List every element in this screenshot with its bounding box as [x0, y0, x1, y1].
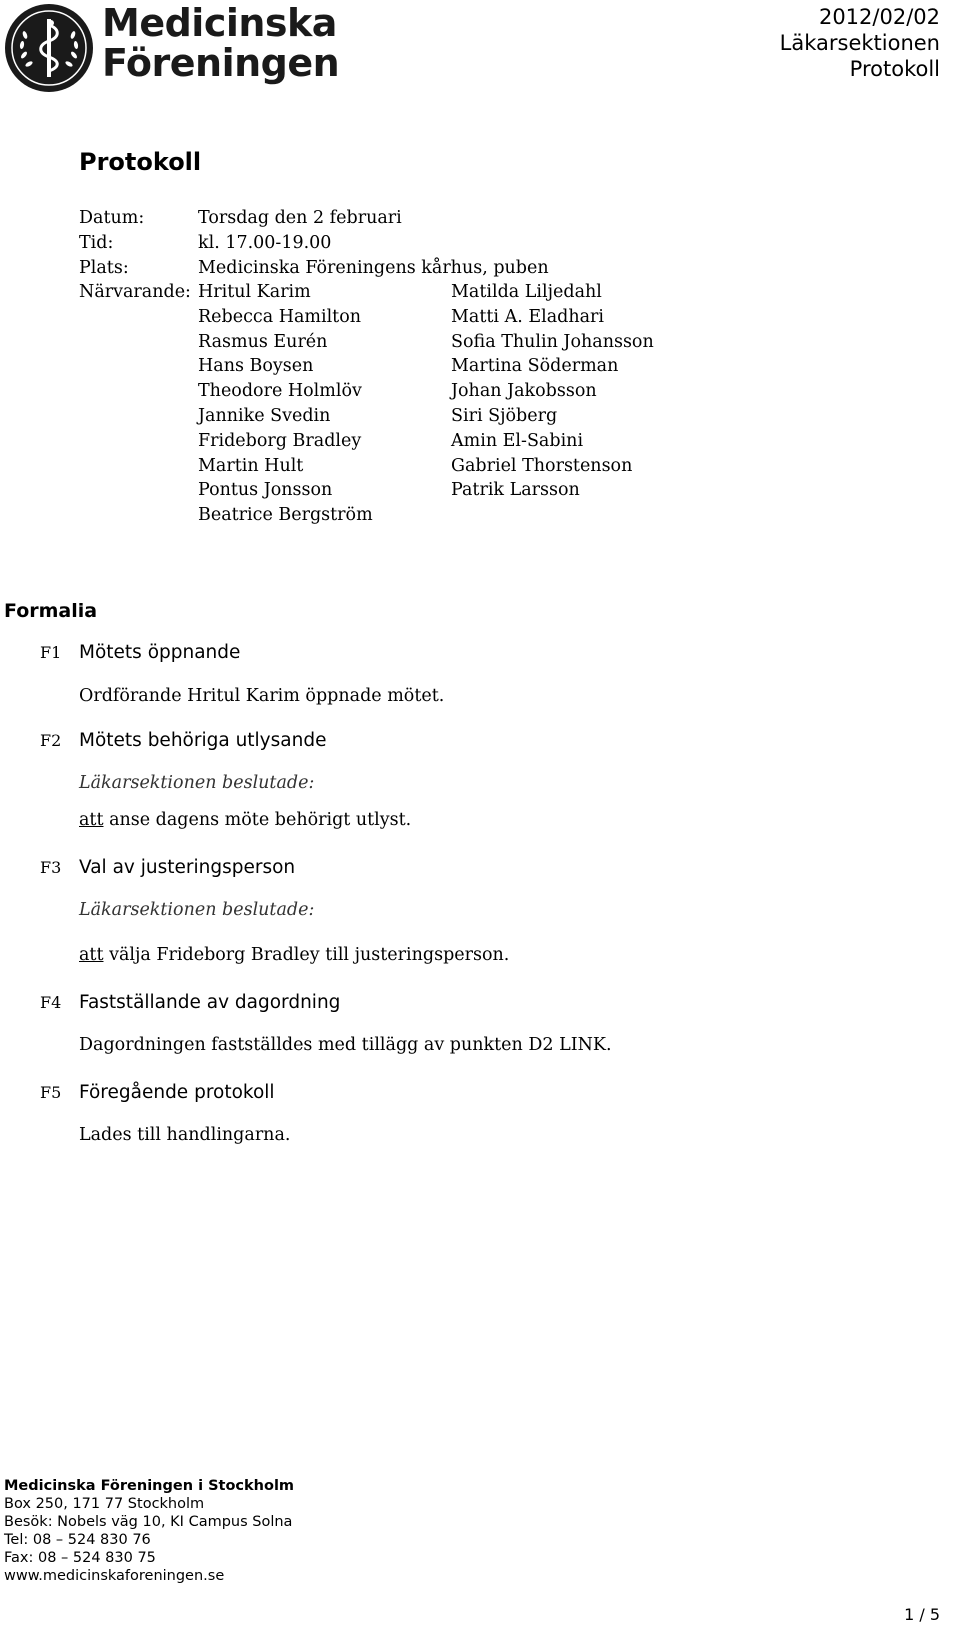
attendee-name: Martina Söderman [451, 356, 619, 377]
organization-logo [4, 1, 340, 93]
attendee-name: Sofia Thulin Johansson [451, 331, 654, 352]
header-section: Läkarsektionen [779, 31, 940, 55]
item-title: Föregående protokoll [79, 1082, 275, 1103]
place-value: Medicinska Föreningens kårhus, puben [198, 257, 549, 278]
date-value: Torsdag den 2 februari [198, 208, 402, 228]
item-code: F5 [40, 1083, 62, 1102]
decision-text-f2 [79, 810, 411, 830]
attendee-name: Martin Hult [198, 455, 304, 476]
item-title: Fastställande av dagordning [79, 992, 341, 1013]
document-header [780, 4, 940, 82]
item-text-f5: Lades till handlingarna. [79, 1125, 291, 1145]
logo-line-2: Föreningen [102, 41, 340, 85]
time-label: Tid: [79, 232, 114, 253]
time-value: kl. 17.00-19.00 [198, 232, 332, 253]
attendee-name: Rebecca Hamilton [198, 306, 362, 327]
attendee-name: Pontus Jonsson [198, 480, 333, 501]
attendee-name: Patrik Larsson [451, 480, 580, 501]
attendee-name: Johan Jakobsson [451, 381, 597, 402]
item-code: F4 [40, 993, 62, 1012]
logo-wordmark [102, 3, 339, 83]
attendee-name: Matilda Liljedahl [451, 282, 602, 302]
date-label: Datum: [79, 208, 145, 228]
header-date: 2012/02/02 [818, 5, 940, 29]
attendee-name: Siri Sjöberg [451, 405, 558, 426]
decision-text-f3 [79, 945, 509, 965]
attendee-name: Frideborg Bradley [198, 430, 362, 451]
place-label: Plats: [79, 257, 129, 278]
attendee-column-2 [451, 280, 654, 503]
footer-web: www.medicinskaforeningen.se [4, 1568, 225, 1584]
present-label: Närvarande: [79, 282, 191, 303]
decision-body: anse dagens möte behörigt utlyst. [103, 810, 412, 830]
attendee-name: Jannike Svedin [198, 405, 331, 426]
item-heading-f2 [40, 730, 326, 751]
logo-line-1: Medicinska [102, 1, 337, 45]
footer-org: Medicinska Föreningen i Stockholm [4, 1478, 295, 1494]
decision-label-f2: Läkarsektionen beslutade: [79, 773, 315, 793]
item-code: F3 [40, 858, 62, 877]
page-title: Protokoll [79, 148, 202, 176]
item-heading-f5 [40, 1082, 275, 1103]
footer-visit: Besök: Nobels väg 10, KI Campus Solna [4, 1514, 293, 1530]
header-doc-type: Protokoll [849, 57, 940, 81]
attendee-name: Rasmus Eurén [198, 331, 328, 352]
attendee-name: Hans Boysen [198, 356, 314, 377]
footer-box: Box 250, 171 77 Stockholm [4, 1496, 205, 1512]
item-title: Mötets behöriga utlysande [79, 730, 327, 751]
item-code: F2 [40, 731, 62, 750]
item-title: Mötets öppnande [79, 642, 241, 663]
attendee-column-1 [198, 280, 373, 528]
decision-label-f3: Läkarsektionen beslutade: [79, 900, 315, 920]
attendee-name: Hritul Karim [198, 282, 311, 302]
section-title-formalia: Formalia [4, 600, 98, 622]
attendee-name: Matti A. Eladhari [451, 306, 605, 327]
item-title: Val av justeringsperson [79, 857, 296, 878]
caduceus-emblem-icon [4, 3, 94, 93]
attendee-name: Gabriel Thorstenson [451, 455, 633, 476]
attendee-name: Amin El-Sabini [451, 430, 584, 451]
item-text-f1: Ordförande Hritul Karim öppnade mötet. [79, 686, 445, 706]
footer-tel: Tel: 08 – 524 830 76 [4, 1532, 151, 1548]
attendee-name: Beatrice Bergström [198, 505, 373, 526]
item-heading-f1 [40, 642, 240, 663]
footer-fax: Fax: 08 – 524 830 75 [4, 1550, 156, 1566]
item-heading-f3 [40, 857, 295, 878]
attendee-name: Theodore Holmlöv [198, 381, 362, 402]
page-number: 1 / 5 [904, 1605, 940, 1624]
att-keyword: att [79, 945, 104, 965]
item-text-f4: Dagordningen fastställdes med tillägg av punkten D2 LINK. [79, 1035, 612, 1055]
decision-body: välja Frideborg Bradley till justeringsperson. [103, 945, 510, 965]
item-heading-f4 [40, 992, 340, 1013]
item-code: F1 [40, 643, 62, 662]
att-keyword: att [79, 810, 104, 830]
page-footer [4, 1477, 294, 1585]
